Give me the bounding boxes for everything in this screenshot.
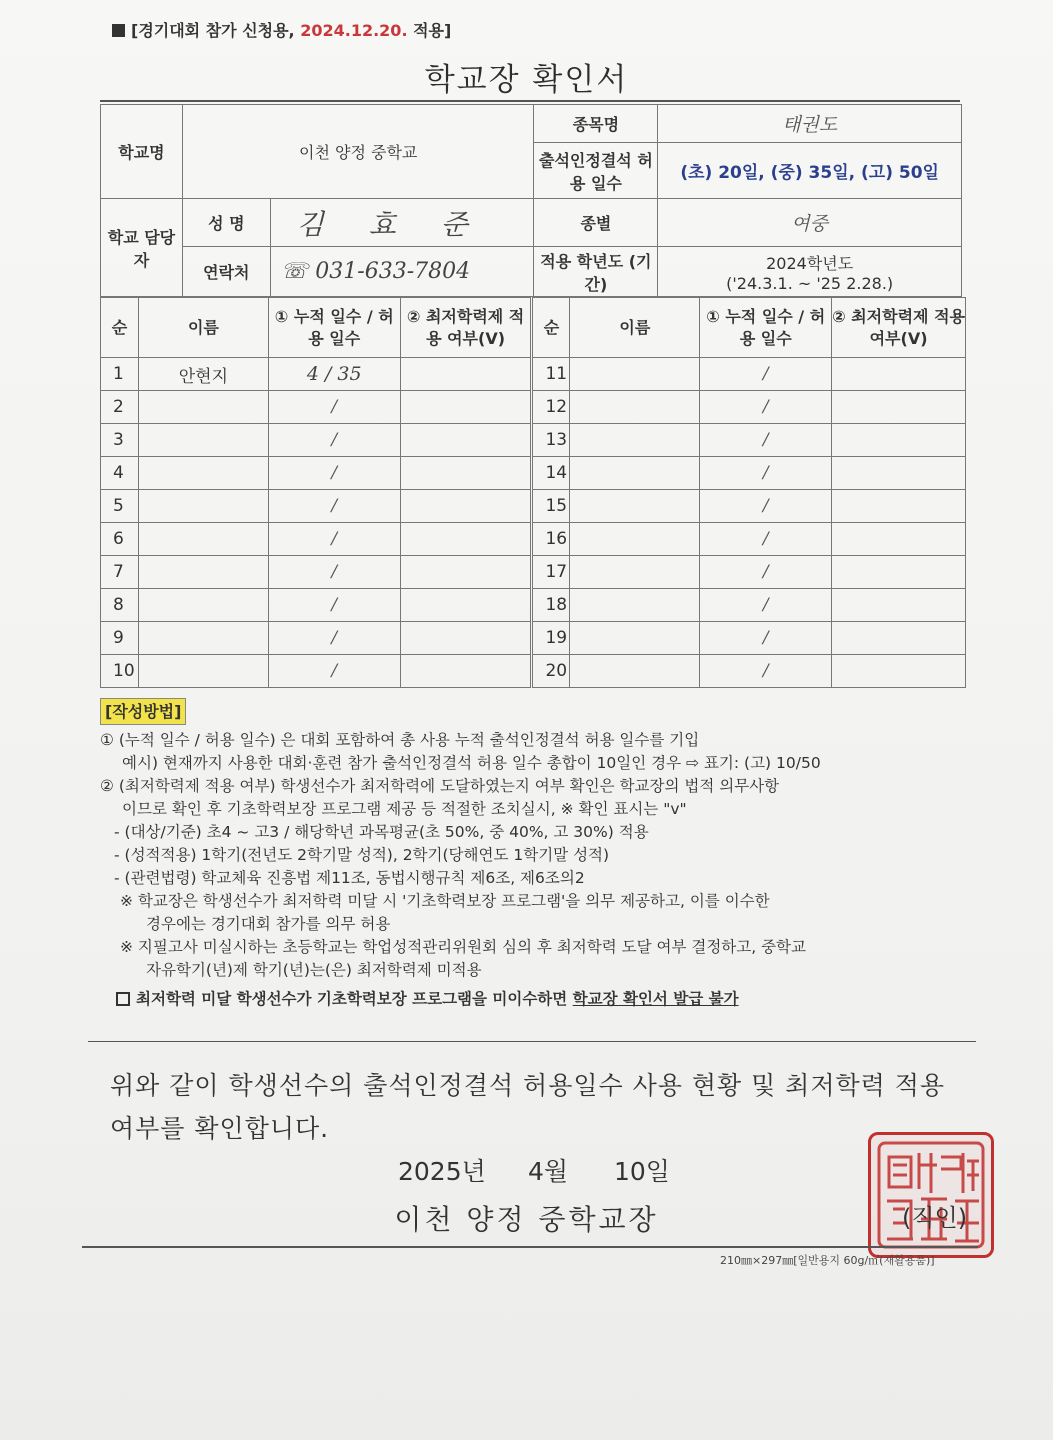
row-min	[832, 358, 966, 391]
confirm-text: 위와 같이 학생선수의 출석인정결석 허용일수 사용 현황 및 최저학력 적용 여부를 확인합니다.	[110, 1071, 946, 1143]
row-days: /	[700, 424, 832, 457]
row-min	[832, 655, 966, 688]
roster-table	[100, 297, 966, 688]
row-min	[832, 490, 966, 523]
row-days: /	[268, 424, 400, 457]
method-line: 이므로 확인 후 기초학력보장 프로그램 제공 등 적절한 조치실시, ※ 확인 표시는 "v"	[122, 800, 687, 818]
row-no: 13	[532, 424, 570, 457]
table-row	[101, 358, 966, 391]
row-name	[138, 424, 268, 457]
row-no: 15	[532, 490, 570, 523]
col-min-right: ② 최저학력제 적용 여부(V)	[832, 298, 966, 358]
title-rule	[100, 100, 960, 102]
method-line: 예시) 현재까지 사용한 대회·훈련 참가 출석인정결석 허용 일수 총합이 10일인 경우 ⇨ 표기: (고) 10/50	[122, 754, 821, 772]
year-period: ('24.3.1. ~ '25 2.28.)	[726, 273, 894, 293]
row-name	[570, 589, 700, 622]
col-days-right: ① 누적 일수 / 허용 일수	[700, 298, 832, 358]
table-row	[101, 523, 966, 556]
info-table	[100, 104, 962, 297]
row-min	[400, 589, 532, 622]
row-min	[400, 490, 532, 523]
row-min	[400, 523, 532, 556]
table-row	[101, 490, 966, 523]
row-no: 14	[532, 457, 570, 490]
row-days: 4 / 35	[268, 358, 400, 391]
name-value: 김 효 준	[270, 199, 534, 247]
row-days: /	[700, 655, 832, 688]
row-days: /	[700, 523, 832, 556]
row-min	[400, 457, 532, 490]
row-min	[832, 391, 966, 424]
contact-label: 연락처	[182, 247, 270, 297]
row-name: 안현지	[138, 358, 268, 391]
row-no: 3	[101, 424, 139, 457]
col-days-left: ① 누적 일수 / 허용 일수	[268, 298, 400, 358]
method-warning-text: 최저학력 미달 학생선수가 기초학력보장 프로그램을 미이수하면	[136, 990, 573, 1008]
principal-name: 이천 양정 중학교장	[394, 1203, 659, 1236]
seal-pattern-icon	[871, 1135, 991, 1255]
method-line: ※ 학교장은 학생선수가 최저학력 미달 시 '기초학력보장 프로그램'을 의무 제공하고, 이를 이수한	[120, 892, 770, 910]
method-line: ② (최저학력제 적용 여부) 학생선수가 최저학력에 도달하였는지 여부 확인은 학교장의 법적 의무사항	[100, 777, 780, 795]
row-days: /	[700, 556, 832, 589]
row-no: 20	[532, 655, 570, 688]
table-row	[101, 655, 966, 688]
row-no: 19	[532, 622, 570, 655]
name-label: 성 명	[182, 199, 270, 247]
row-name	[570, 424, 700, 457]
row-days: /	[700, 457, 832, 490]
table-row	[101, 391, 966, 424]
paper-spec: 210㎜×297㎜[일반용지 60g/㎡(재활용품)]	[720, 1254, 935, 1267]
method-line: ※ 지필고사 미실시하는 초등학교는 학업성적관리위원회 심의 후 최저학력 도달 여부 결정하고, 중학교	[120, 938, 807, 956]
row-name	[570, 358, 700, 391]
row-name	[570, 457, 700, 490]
school-value: 이천 양정 중학교	[182, 105, 534, 199]
row-min	[400, 391, 532, 424]
row-no: 7	[101, 556, 139, 589]
col-name-right: 이름	[570, 298, 700, 358]
method-line: - (관련법령) 학교체육 진흥법 제11조, 동법시행규칙 제6조, 제6조의2	[114, 869, 585, 887]
col-no-right: 순	[532, 298, 570, 358]
row-min	[832, 424, 966, 457]
year-value: 2024학년도	[766, 253, 854, 273]
row-no: 12	[532, 391, 570, 424]
row-days: /	[268, 622, 400, 655]
year-cell	[658, 247, 962, 297]
official-seal	[868, 1132, 994, 1258]
row-min	[832, 556, 966, 589]
row-name	[138, 556, 268, 589]
row-days: /	[268, 391, 400, 424]
table-row	[101, 457, 966, 490]
table-row	[101, 622, 966, 655]
row-no: 1	[101, 358, 139, 391]
row-days: /	[700, 622, 832, 655]
method-warning-emphasis: 학교장 확인서 발급 불가	[572, 990, 739, 1008]
contact-value: ☏ 031-633-7804	[270, 247, 534, 297]
row-days: /	[700, 589, 832, 622]
row-no: 11	[532, 358, 570, 391]
row-name	[138, 391, 268, 424]
sport-label: 종목명	[534, 105, 658, 143]
row-days: /	[268, 589, 400, 622]
header-note	[112, 18, 451, 41]
footer-rule	[82, 1246, 978, 1248]
method-line: - (성적적용) 1학기(전년도 2학기말 성적), 2학기(당해연도 1학기말 성적)	[114, 846, 610, 864]
row-name	[138, 523, 268, 556]
col-min-left: ② 최저학력제 적용 여부(V)	[400, 298, 532, 358]
row-min	[400, 622, 532, 655]
category-value: 여중	[658, 199, 962, 247]
row-min	[832, 457, 966, 490]
row-min	[832, 589, 966, 622]
manager-label: 학교 담당자	[101, 199, 183, 297]
row-no: 16	[532, 523, 570, 556]
row-no: 17	[532, 556, 570, 589]
date-month: 4월	[528, 1157, 569, 1186]
header-note-suffix: 적용]	[407, 21, 452, 40]
row-days: /	[700, 490, 832, 523]
row-min	[400, 424, 532, 457]
row-no: 10	[101, 655, 139, 688]
absence-value: (초) 20일, (중) 35일, (고) 50일	[658, 143, 962, 199]
row-no: 9	[101, 622, 139, 655]
table-row	[101, 556, 966, 589]
row-name	[570, 655, 700, 688]
method-section	[100, 698, 990, 1011]
table-row	[101, 424, 966, 457]
row-name	[570, 556, 700, 589]
method-line: 자유학기(년)제 학기(년)는(은) 최저학력제 미적용	[146, 961, 482, 979]
document-title: 학교장 확인서	[424, 62, 629, 98]
row-no: 2	[101, 391, 139, 424]
absence-label: 출석인정결석 허용 일수	[534, 143, 658, 199]
square-bullet-icon	[112, 24, 125, 37]
row-name	[570, 523, 700, 556]
row-min	[400, 556, 532, 589]
method-line: ① (누적 일수 / 허용 일수) 은 대회 포함하여 총 사용 누적 출석인정결석 허용 일수를 기입	[100, 731, 700, 749]
seal-mark: (직인)	[902, 1204, 968, 1232]
row-days: /	[268, 556, 400, 589]
row-name	[138, 622, 268, 655]
method-line: - (대상/기준) 초4 ~ 고3 / 해당학년 과목평균(초 50%, 중 40%, 고 30%) 적용	[114, 823, 649, 841]
row-no: 6	[101, 523, 139, 556]
col-name-left: 이름	[138, 298, 268, 358]
row-min	[400, 358, 532, 391]
method-tag: [작성방법]	[100, 698, 186, 725]
row-days: /	[268, 523, 400, 556]
row-name	[570, 490, 700, 523]
row-days: /	[700, 358, 832, 391]
col-no-left: 순	[101, 298, 139, 358]
header-note-date: 2024.12.20.	[300, 21, 408, 40]
row-no: 5	[101, 490, 139, 523]
row-name	[570, 622, 700, 655]
row-name	[138, 490, 268, 523]
row-name	[138, 457, 268, 490]
date-day: 10일	[614, 1157, 670, 1186]
date-year: 2025년	[398, 1157, 486, 1186]
row-no: 8	[101, 589, 139, 622]
row-min	[832, 622, 966, 655]
row-name	[138, 589, 268, 622]
school-label: 학교명	[101, 105, 183, 199]
year-label: 적용 학년도 (기간)	[534, 247, 658, 297]
header-note-prefix: [경기대회 참가 신청용,	[131, 21, 301, 40]
section-rule	[88, 1041, 976, 1042]
row-name	[570, 391, 700, 424]
row-days: /	[268, 457, 400, 490]
row-days: /	[268, 655, 400, 688]
row-min	[832, 523, 966, 556]
checkbox-icon	[116, 992, 130, 1006]
row-name	[138, 655, 268, 688]
method-warning	[100, 988, 990, 1011]
row-days: /	[700, 391, 832, 424]
row-no: 4	[101, 457, 139, 490]
row-min	[400, 655, 532, 688]
row-days: /	[268, 490, 400, 523]
category-label: 종별	[534, 199, 658, 247]
row-no: 18	[532, 589, 570, 622]
table-row	[101, 589, 966, 622]
method-line: 경우에는 경기대회 참가를 의무 허용	[146, 915, 391, 933]
sport-value: 태권도	[658, 105, 962, 143]
